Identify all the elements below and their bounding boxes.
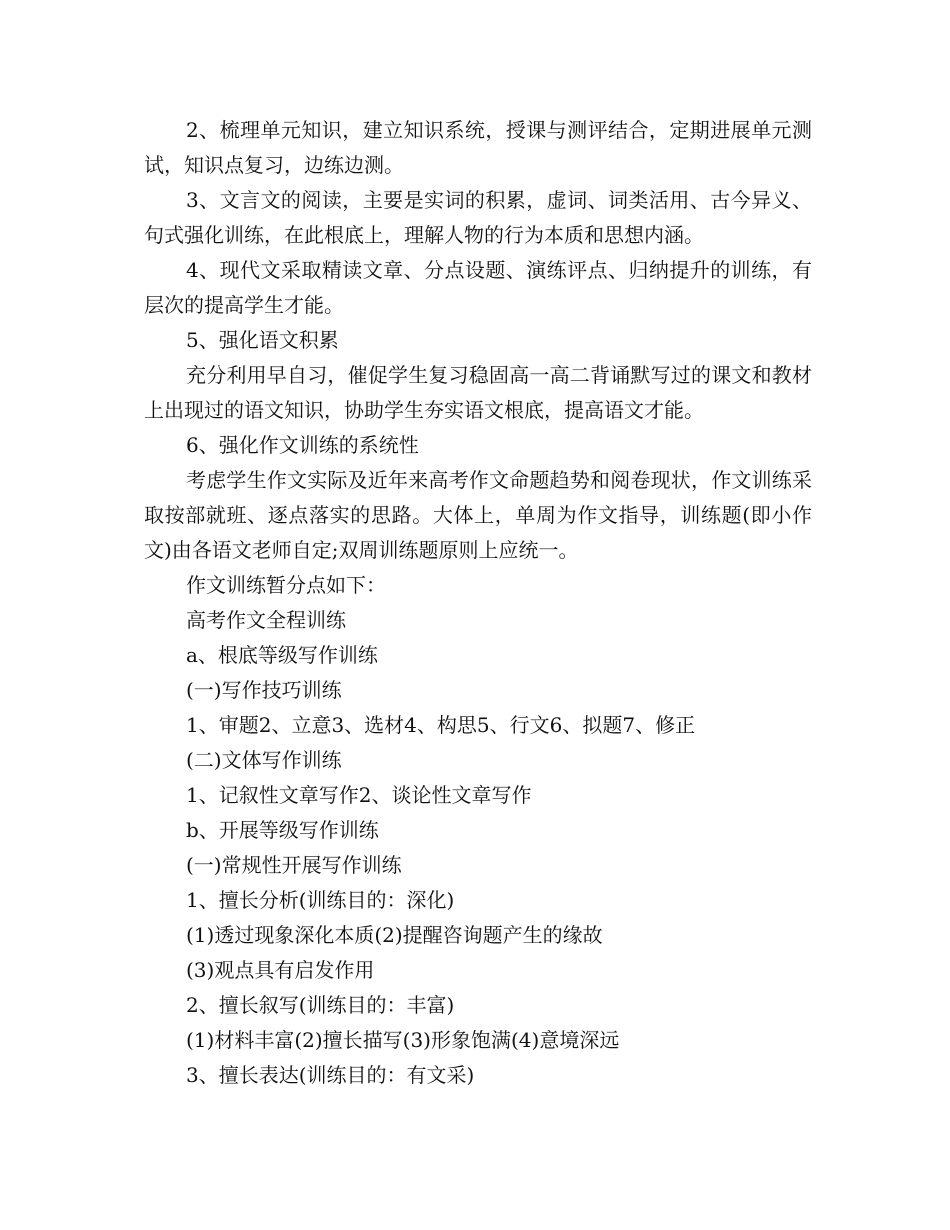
paragraph-1: 2、梳理单元知识，建立知识系统，授课与测评结合，定期进展单元测试，知识点复习，边练边测。 [144,118,812,177]
paragraph-12: 1、审题2、立意3、选材4、构思5、行文6、拟题7、修正 [186,713,696,737]
paragraph-20: 2、擅长叙写(训练目的：丰富) [186,993,455,1017]
paragraph-4: 5、强化语文积累 [186,328,339,352]
paragraph-17: 1、擅长分析(训练目的：深化) [186,888,455,912]
paragraph-8: 作文训练暂分点如下： [186,573,386,597]
paragraph-21: (1)材料丰富(2)擅长描写(3)形象饱满(4)意境深远 [186,1028,620,1052]
paragraph-5: 充分利用早自习，催促学生复习稳固高一高二背诵默写过的课文和教材上出现过的语文知识，协助学生夯实语文根底，提高语文才能。 [144,363,812,422]
paragraph-13: (二)文体写作训练 [186,748,342,772]
paragraph-18: (1)透过现象深化本质(2)提醒咨询题产生的缘故 [186,923,603,947]
paragraph-2: 3、文言文的阅读，主要是实词的积累，虚词、词类活用、古今异义、句式强化训练，在此根底上，理解人物的行为本质和思想内涵。 [144,188,812,247]
paragraph-7: 考虑学生作文实际及近年来高考作文命题趋势和阅卷现状，作文训练采取按部就班、逐点落实的思路。大体上，单周为作文指导，训练题(即小作文)由各语文老师自定;双周训练题原则上应统一。 [144,468,812,562]
paragraph-3: 4、现代文采取精读文章、分点设题、演练评点、归纳提升的训练，有层次的提高学生才能。 [144,258,812,317]
paragraph-11: (一)写作技巧训练 [186,678,342,702]
paragraph-14: 1、记叙性文章写作2、谈论性文章写作 [186,783,532,807]
paragraph-9: 高考作文全程训练 [186,608,346,632]
paragraph-15: b、开展等级写作训练 [186,818,379,842]
paragraph-16: (一)常规性开展写作训练 [186,853,402,877]
paragraph-10: a、根底等级写作训练 [186,643,378,667]
paragraph-22: 3、擅长表达(训练目的：有文采) [186,1063,475,1087]
paragraph-6: 6、强化作文训练的系统性 [186,433,419,457]
document-body [144,113,812,1093]
paragraph-19: (3)观点具有启发作用 [186,958,375,982]
